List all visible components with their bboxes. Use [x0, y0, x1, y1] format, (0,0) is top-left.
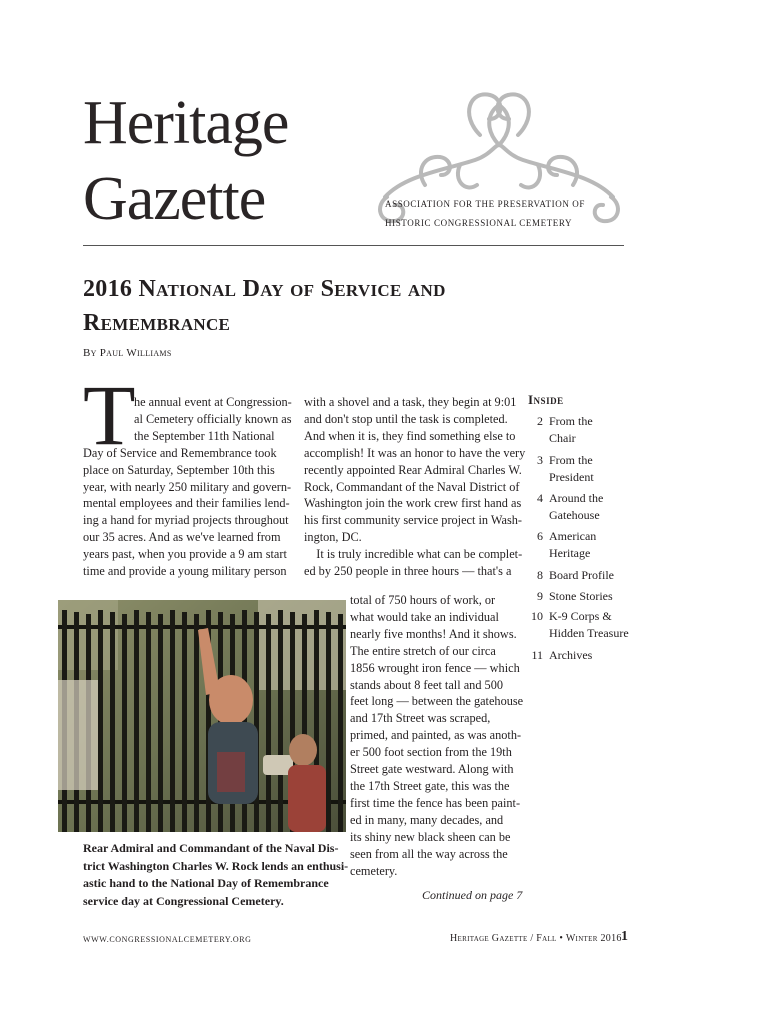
column-2-bottom-line: The entire stretch of our circa [350, 643, 496, 658]
photo-caption [83, 840, 348, 910]
inside-item[interactable] [525, 490, 603, 524]
column-2-bottom-line: the 17th Street gate, this was the [350, 778, 510, 793]
column-1-line: he annual event at Congression- [134, 395, 292, 409]
fence-bar [326, 612, 331, 832]
title-line-1: 2016 National Day of Service and [83, 276, 446, 302]
inside-item-label [549, 452, 594, 486]
inside-item-label-line: Board Profile [549, 568, 614, 582]
column-2-bottom-line: first time the fence has been paint- [350, 795, 521, 810]
column-1-line: our 35 acres. And as we've learned from [83, 530, 281, 545]
column-2-bottom-line: ed in many, many decades, and [350, 812, 504, 827]
column-2-bottom-line: seen from all the way across the [350, 846, 508, 861]
inside-item[interactable] [525, 588, 613, 605]
caption-line: service day at Congressional Cemetery. [83, 893, 284, 908]
column-2-top-line: and don't stop until the task is completed. [304, 411, 508, 426]
column-1-line: ing a hand for myriad projects throughout [83, 513, 289, 528]
footer-url[interactable]: WWW.CONGRESSIONALCEMETERY.ORG [83, 935, 252, 944]
fence-bar [158, 614, 163, 832]
inside-item[interactable] [525, 452, 594, 486]
column-1-line: time and provide a young military person [83, 564, 287, 579]
inside-item-label [549, 528, 596, 562]
inside-item[interactable] [525, 413, 593, 447]
inside-item-label-line: President [549, 470, 594, 484]
inside-item-label-line: K-9 Corps & [549, 609, 612, 623]
column-2-bottom-line: cemetery. [350, 863, 398, 878]
inside-item-label [549, 567, 614, 584]
column-2-top-line: recently appointed Rear Admiral Charles W. [304, 462, 522, 477]
masthead-gazette: Gazette [83, 165, 266, 233]
column-2-bottom-line: total of 750 hours of work, or [350, 593, 496, 607]
column-2-top-line: accomplish! It was an honor to have the very [304, 445, 526, 460]
inside-item-label-line: Gatehouse [549, 508, 600, 522]
column-2-top-line: ed by 250 people in three hours — that's a [304, 564, 512, 579]
inside-item-label [549, 413, 593, 447]
inside-item-page: 11 [531, 648, 543, 662]
masthead-divider [83, 245, 624, 246]
fence-bar [134, 610, 139, 832]
association-line-1: ASSOCIATION FOR THE PRESERVATION OF [385, 199, 585, 209]
inside-item-label-line: Chair [549, 431, 576, 445]
association-line-2: HISTORIC CONGRESSIONAL CEMETERY [385, 218, 573, 228]
column-2-bottom-line: nearly five months! And it shows. [350, 626, 517, 641]
column-2-top-line: with a shovel and a task, they begin at 9:01 [304, 395, 517, 409]
byline: By Paul Williams [83, 347, 172, 359]
inside-item-label-line: Hidden Treasure [549, 626, 629, 640]
inside-item[interactable] [525, 608, 629, 642]
column-1-line: mental employees and their families lend- [83, 496, 290, 511]
inside-item[interactable] [525, 647, 592, 664]
column-2-top-line: It is truly incredible what can be complet- [304, 547, 523, 562]
continued-link[interactable]: Continued on page 7 [422, 888, 523, 902]
drop-cap: T [83, 367, 136, 463]
column-1-line: Day of Service and Remembrance took [83, 445, 277, 460]
inside-item-page: 2 [537, 414, 543, 428]
inside-item-label-line: From the [549, 414, 593, 428]
inside-item-page: 8 [537, 568, 543, 582]
column-2-bottom-line: Street gate westward. Along with [350, 762, 514, 777]
column-1-line: years past, when you provide a 9 am start [83, 547, 287, 562]
scroll-ornament-icon [365, 75, 633, 235]
inside-item-label-line: American [549, 529, 597, 543]
inside-item-label [549, 490, 603, 524]
article-column-2-top [304, 394, 525, 580]
fence-bar [194, 614, 199, 832]
caption-line: trict Washington Charles W. Rock lends an enthusi- [83, 858, 349, 873]
inside-item-label-line: Stone Stories [549, 589, 613, 603]
column-2-bottom-line: er 500 foot section from the 19th [350, 745, 512, 760]
column-2-bottom-line: its shiny new black sheen can be [350, 829, 511, 844]
column-2-bottom-line: feet long — between the gatehouse [350, 694, 524, 709]
inside-item[interactable] [525, 567, 614, 584]
inside-item-label [549, 588, 613, 605]
column-2-top-line: Rock, Commandant of the Naval District of [304, 479, 520, 494]
column-1-line: year, with nearly 250 military and govern- [83, 479, 292, 494]
footer-publication: Heritage Gazette / Fall • Winter 2016 [450, 933, 622, 944]
caption-line: Rear Admiral and Commandant of the Naval Dis- [83, 841, 339, 855]
column-2-bottom-line: and 17th Street was scraped, [350, 711, 491, 726]
fence-bar [170, 610, 175, 832]
caption-line: astic hand to the National Day of Remembrance [83, 876, 329, 890]
title-line-2: Remembrance [83, 310, 231, 336]
fence-bar [122, 614, 127, 832]
inside-item-page: 4 [537, 491, 543, 505]
article-title [83, 272, 583, 340]
inside-item-label [549, 608, 629, 642]
article-column-1 [83, 394, 292, 580]
column-2-bottom-line: primed, and painted, as was anoth- [350, 728, 522, 743]
inside-item-page: 3 [537, 453, 543, 467]
fence-bar [266, 614, 271, 832]
inside-item-label-line: Heritage [549, 546, 591, 560]
masthead-heritage: Heritage [83, 89, 289, 157]
column-2-top-line: And when it is, they find something else to [304, 428, 516, 443]
column-2-top-line: his first community service project in Wash- [304, 513, 523, 528]
article-column-2-bottom [350, 592, 523, 879]
page-number: 1 [621, 929, 628, 944]
column-2-top-line: ington, DC. [304, 530, 362, 545]
inside-item-label [549, 647, 592, 664]
inside-item-label-line: Archives [549, 648, 593, 662]
column-2-top-line: Washington join the work crew first hand as [304, 496, 522, 511]
column-2-bottom-line: 1856 wrought iron fence — which [350, 660, 520, 675]
column-2-bottom-line: stands about 8 feet tall and 500 [350, 677, 503, 692]
inside-item[interactable] [525, 528, 596, 562]
photo-rear-admiral-painting-fence [58, 600, 346, 832]
fence-bar [338, 614, 343, 832]
fence-bar [278, 610, 283, 832]
column-1-line: the September 11th National [134, 428, 275, 443]
column-1-line: al Cemetery officially known as [134, 411, 292, 426]
inside-item-label-line: From the [549, 453, 593, 467]
inside-item-label-line: Around the [549, 491, 604, 505]
inside-heading: Inside [528, 392, 564, 407]
fence-bar [98, 610, 103, 832]
fence-bar [146, 612, 151, 832]
inside-item-page: 10 [531, 609, 543, 623]
fence-bar [182, 612, 187, 832]
fence-bar [110, 612, 115, 832]
inside-item-page: 9 [537, 589, 543, 603]
inside-item-page: 6 [537, 529, 543, 543]
column-1-line: place on Saturday, September 10th this [83, 462, 275, 477]
column-2-bottom-line: what would take an individual [350, 609, 499, 624]
